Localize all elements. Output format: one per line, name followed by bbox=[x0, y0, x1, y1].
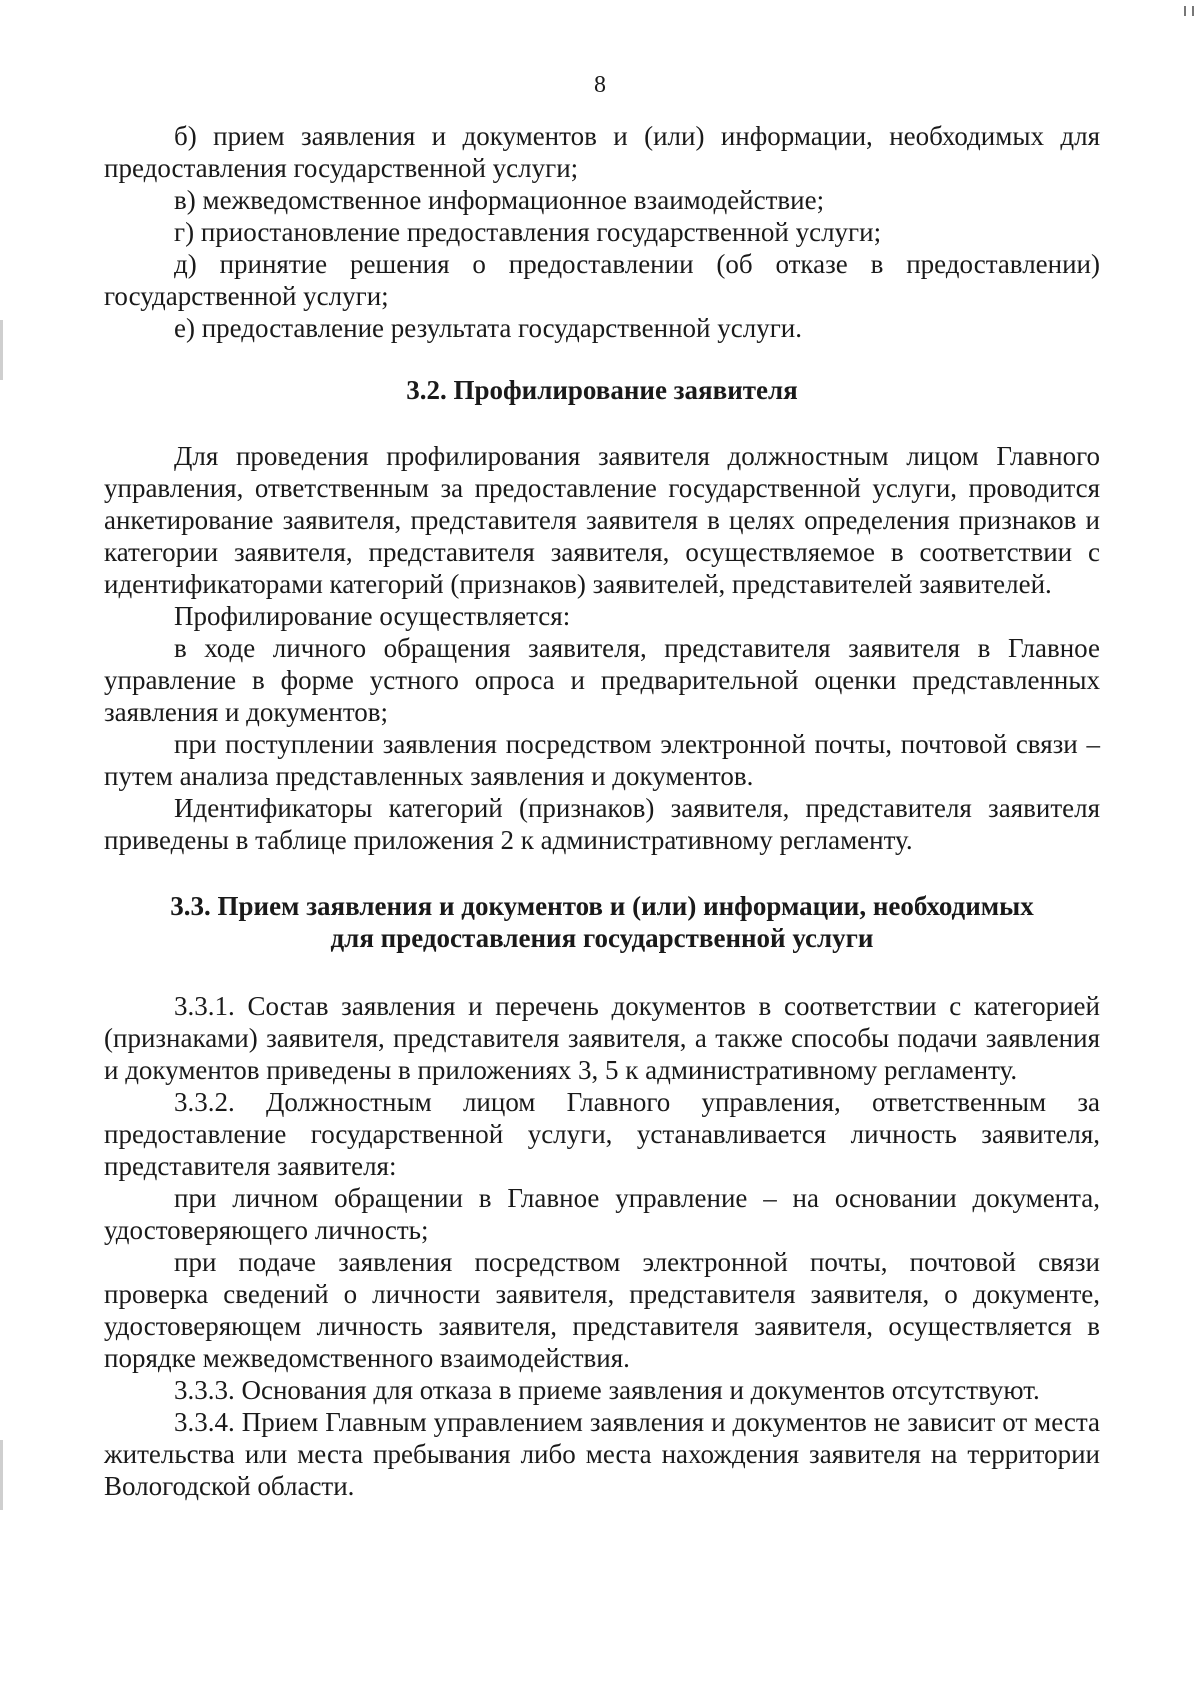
section-heading: 3.2. Профилирование заявителя bbox=[406, 375, 798, 405]
paragraph: 3.3.2. Должностным лицом Главного управления, ответственным за предоставление государственной услуги, устанавливается личность заявителя, представителя заявителя: bbox=[104, 1087, 1100, 1181]
paragraph: 3.3.1. Состав заявления и перечень документов в соответствии с категорией (признаками) заявителя, представителя заявителя, а также способы подачи заявления и документов приведены в приложениях 3, 5 к административному регламенту. bbox=[104, 991, 1100, 1085]
section-heading bbox=[104, 890, 1100, 954]
page-number: 8 bbox=[594, 72, 606, 98]
paragraph: при поступлении заявления посредством электронной почты, почтовой связи – путем анализа представленных заявления и документов. bbox=[104, 729, 1100, 791]
paragraph: 3.3.4. Прием Главным управлением заявления и документов не зависит от места жительства или места пребывания либо места нахождения заявителя на территории Вологодской области. bbox=[104, 1407, 1100, 1501]
scan-artifact bbox=[0, 320, 3, 380]
scan-edge-mark bbox=[1184, 6, 1194, 16]
paragraph: Идентификаторы категорий (признаков) заявителя, представителя заявителя приведены в таблице приложения 2 к административному регламенту. bbox=[104, 793, 1100, 855]
scan-artifact bbox=[0, 1440, 3, 1510]
paragraph: при подаче заявления посредством электронной почты, почтовой связи проверка сведений о личности заявителя, представителя заявителя, о документе, удостоверяющем личность заявителя, представителя заявителя, осуществляется в порядке межведомственного взаимодействия. bbox=[104, 1247, 1100, 1373]
paragraph: Профилирование осуществляется: bbox=[174, 601, 571, 631]
section-heading-line: 3.3. Прием заявления и документов и (или) информации, необходимых bbox=[170, 891, 1034, 921]
list-item: е) предоставление результата государственной услуги. bbox=[174, 313, 802, 343]
section-heading-line: для предоставления государственной услуги bbox=[330, 923, 874, 953]
list-item: г) приостановление предоставления государственной услуги; bbox=[174, 217, 882, 247]
paragraph: Для проведения профилирования заявителя должностным лицом Главного управления, ответственным за предоставление государственной услуги, проводится анкетирование заявителя, представителя заявителя в целях определения признаков и категории заявителя, представителя заявителя, осуществляемое в соответствии с идентификаторами категорий (признаков) заявителей, представителей заявителей. bbox=[104, 441, 1100, 599]
list-item: б) прием заявления и документов и (или) информации, необходимых для предоставления государственной услуги; bbox=[104, 121, 1100, 183]
document-body bbox=[104, 120, 1100, 1502]
paragraph: 3.3.3. Основания для отказа в приеме заявления и документов отсутствуют. bbox=[174, 1375, 1040, 1405]
paragraph: в ходе личного обращения заявителя, представителя заявителя в Главное управление в форме устного опроса и предварительной оценки представленных заявления и документов; bbox=[104, 633, 1100, 727]
list-item: д) принятие решения о предоставлении (об отказе в предоставлении) государственной услуги; bbox=[104, 249, 1100, 311]
list-item: в) межведомственное информационное взаимодействие; bbox=[174, 185, 825, 215]
paragraph: при личном обращении в Главное управление – на основании документа, удостоверяющего личность; bbox=[104, 1183, 1100, 1245]
